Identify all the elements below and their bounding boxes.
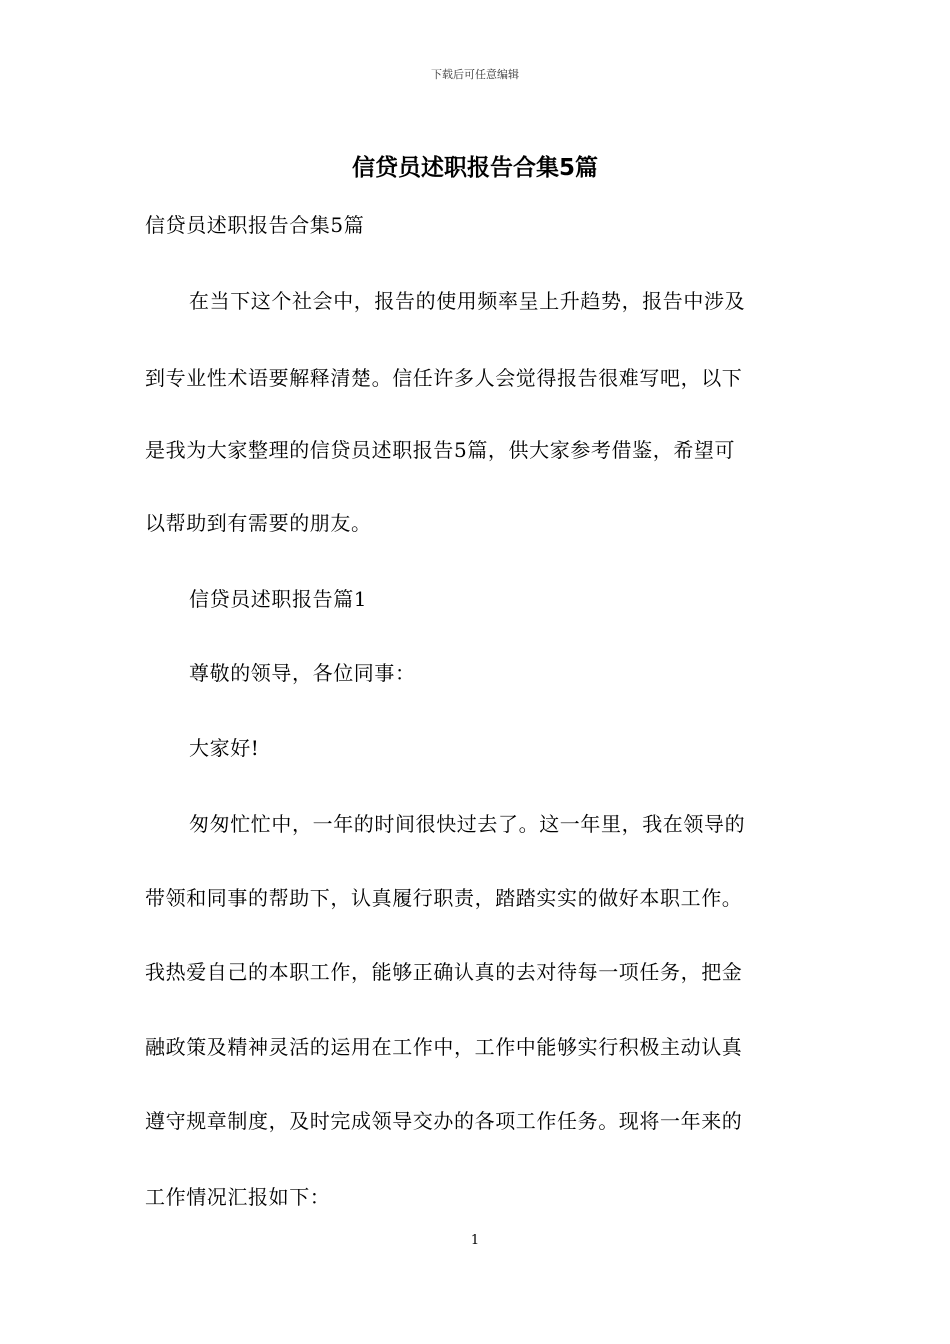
paragraph-line: 带领和同事的帮助下，认真履行职责，踏踏实实的做好本职工作。 (145, 886, 743, 910)
paragraph-line: 我热爱自己的本职工作，能够正确认真的去对待每一项任务，把金 (145, 960, 743, 984)
section-heading: 信贷员述职报告篇1 (189, 587, 368, 611)
document-title: 信贷员述职报告合集5篇 (351, 155, 598, 181)
paragraph-line: 匆匆忙忙中，一年的时间很快过去了。这一年里，我在领导的 (189, 812, 746, 836)
page-number: 1 (470, 1233, 480, 1248)
paragraph-line: 是我为大家整理的信贷员述职报告5篇，供大家参考借鉴，希望可 (145, 438, 736, 462)
paragraph-line: 到专业性术语要解释清楚。信任许多人会觉得报告很难写吧，以下 (145, 366, 743, 390)
paragraph-line: 融政策及精神灵活的运用在工作中，工作中能够实行积极主动认真 (145, 1035, 743, 1059)
salutation-line: 尊敬的领导，各位同事： (189, 661, 416, 685)
header-note: 下载后可任意编辑 (431, 68, 519, 81)
paragraph-line: 在当下这个社会中，报告的使用频率呈上升趋势，报告中涉及 (189, 289, 746, 313)
subtitle-line: 信贷员述职报告合集5篇 (145, 213, 365, 237)
paragraph-line: 工作情况汇报如下： (145, 1185, 331, 1209)
paragraph-line: 遵守规章制度，及时完成领导交办的各项工作任务。现将一年来的 (145, 1109, 743, 1133)
greeting-line: 大家好! (189, 736, 260, 760)
paragraph-line: 以帮助到有需要的朋友。 (145, 511, 372, 535)
